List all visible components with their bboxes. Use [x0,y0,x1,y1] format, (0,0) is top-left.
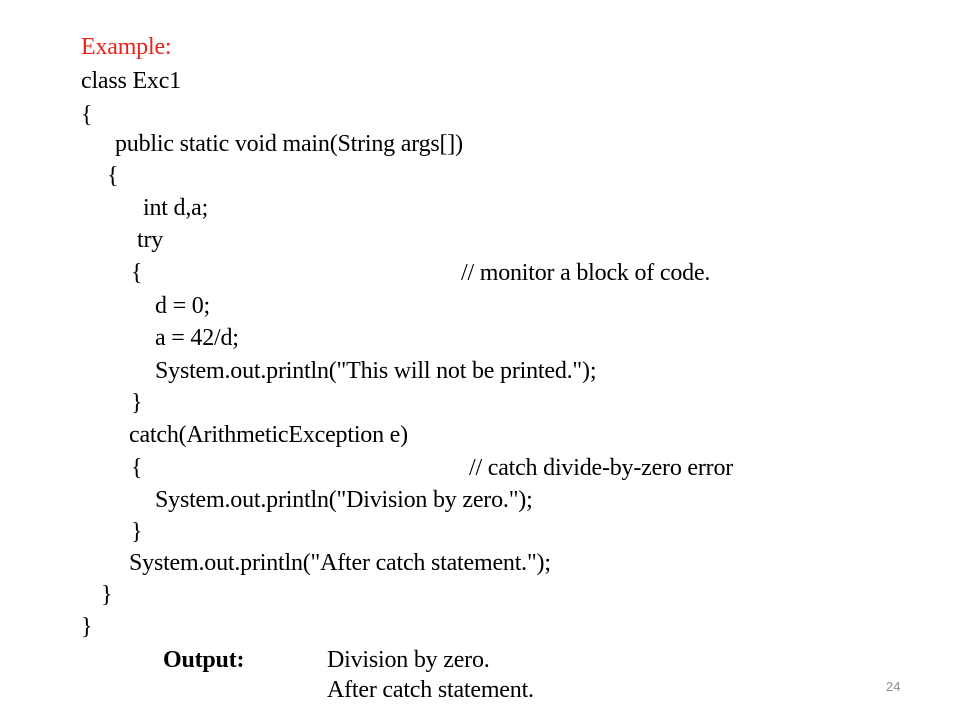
code-line-main-decl: public static void main(String args[]) [115,131,463,157]
example-heading: Example: [81,34,172,60]
code-line-open-brace-main: { [107,163,119,189]
code-line-try: try [137,227,164,253]
code-line-class-decl: class Exc1 [81,68,181,94]
code-line-close-brace-try: } [131,390,143,416]
output-label: Output: [163,647,245,673]
code-comment-catch: // catch divide-by-zero error [469,455,734,481]
code-line-print-after: System.out.println("After catch statement."); [129,550,551,576]
output-line-2: After catch statement. [327,677,534,703]
code-line-close-brace-class: } [81,614,93,640]
code-line-print-division: System.out.println("Division by zero."); [155,487,533,513]
code-line-open-brace-try: { [131,260,143,286]
code-line-close-brace-catch: } [131,519,143,545]
code-line-assign-d: d = 0; [155,293,211,319]
code-line-print-not-printed: System.out.println("This will not be printed."); [155,358,597,384]
page-number: 24 [886,679,901,694]
code-line-open-brace-catch: { [131,455,143,481]
output-line-1: Division by zero. [327,647,490,673]
code-line-var-decl: int d,a; [143,195,209,221]
code-line-open-brace-class: { [81,102,93,128]
code-line-close-brace-main: } [101,582,113,608]
code-line-catch: catch(ArithmeticException e) [129,422,408,448]
code-line-assign-a: a = 42/d; [155,325,239,351]
code-comment-monitor: // monitor a block of code. [461,260,711,286]
